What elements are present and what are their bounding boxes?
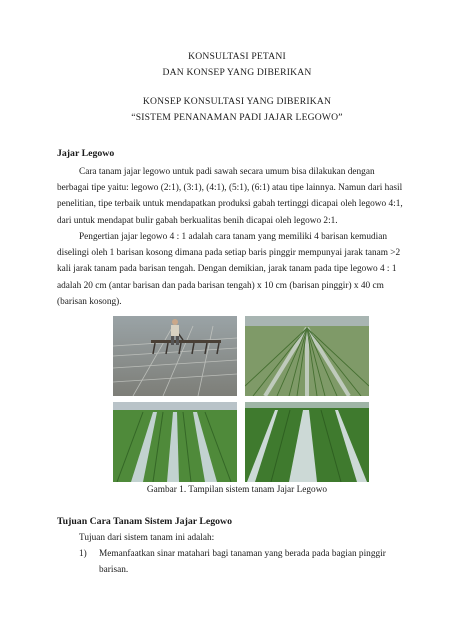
section-heading-jajar-legowo: Jajar Legowo (57, 148, 115, 159)
title-line-3: KONSEP KONSULTASI YANG DIBERIKAN (142, 96, 332, 107)
intro-text: Tujuan dari sistem tanam ini adalah: (79, 533, 215, 543)
paragraph-1-line: penelitian, tipe terbaik untuk mendapatkan produksi gabah tertinggi dicapai oleh legowo 4:1, (57, 199, 403, 210)
photo-row-marker-tool (113, 316, 237, 396)
paragraph-1 (57, 164, 417, 229)
photo-rice-water-lanes (113, 402, 237, 482)
photo-rice-center-path (245, 402, 369, 482)
paragraph-2-line: (barisan kosong). (57, 296, 122, 307)
paragraph-2-line: diselingi oleh 1 barisan kosong dimana pada setiap baris pinggir mempunyai jarak tanam >2 (57, 248, 401, 259)
paragraph-1-line: Cara tanam jajar legowo untuk padi sawah secara umum bisa dilakukan dengan (79, 167, 375, 177)
title-line-1: KONSULTASI PETANI (188, 51, 286, 62)
paragraph-2 (57, 229, 417, 310)
title-block-1 (0, 50, 474, 79)
paragraph-1-line: berbagai tipe yaitu: legowo (2:1), (3:1), (4:1), (5:1), (6:1) atau tipe lainnya. Namun dari hasil (57, 183, 403, 194)
section-2-intro (57, 530, 417, 546)
title-block-2 (0, 95, 474, 124)
paragraph-2-line: adalah 20 cm (antar barisan dan pada barisan tengah) x 10 cm (barisan pinggir) x 40 cm (57, 280, 384, 291)
photo-young-rice-rows (245, 316, 369, 396)
paragraph-1-line: dari untuk mendapat bulir gabah berkualitas benih dicapai oleh legowo 2:1. (57, 215, 338, 226)
paragraph-2-line: Pengertian jajar legowo 4 : 1 adalah cara tanam yang memiliki 4 barisan kemudian (79, 232, 387, 242)
section-heading-tujuan: Tujuan Cara Tanam Sistem Jajar Legowo (57, 516, 233, 527)
figure-photo-grid (113, 316, 369, 482)
title-line-4: “SISTEM PENANAMAN PADI JAJAR LEGOWO” (131, 112, 343, 123)
figure-caption: Gambar 1. Tampilan sistem tanam Jajar Legowo (146, 485, 328, 495)
title-line-2: DAN KONSEP YANG DIBERIKAN (162, 67, 312, 78)
list-item-number: 1) (79, 549, 87, 559)
paragraph-2-line: kali jarak tanam pada barisan tengah. Dengan demikian, jarak tanam pada tipe legowo 4 : 1 (57, 264, 397, 275)
list-item-text: Memanfaatkan sinar matahari bagi tanaman yang berada pada bagian pinggir barisan. (99, 549, 386, 576)
